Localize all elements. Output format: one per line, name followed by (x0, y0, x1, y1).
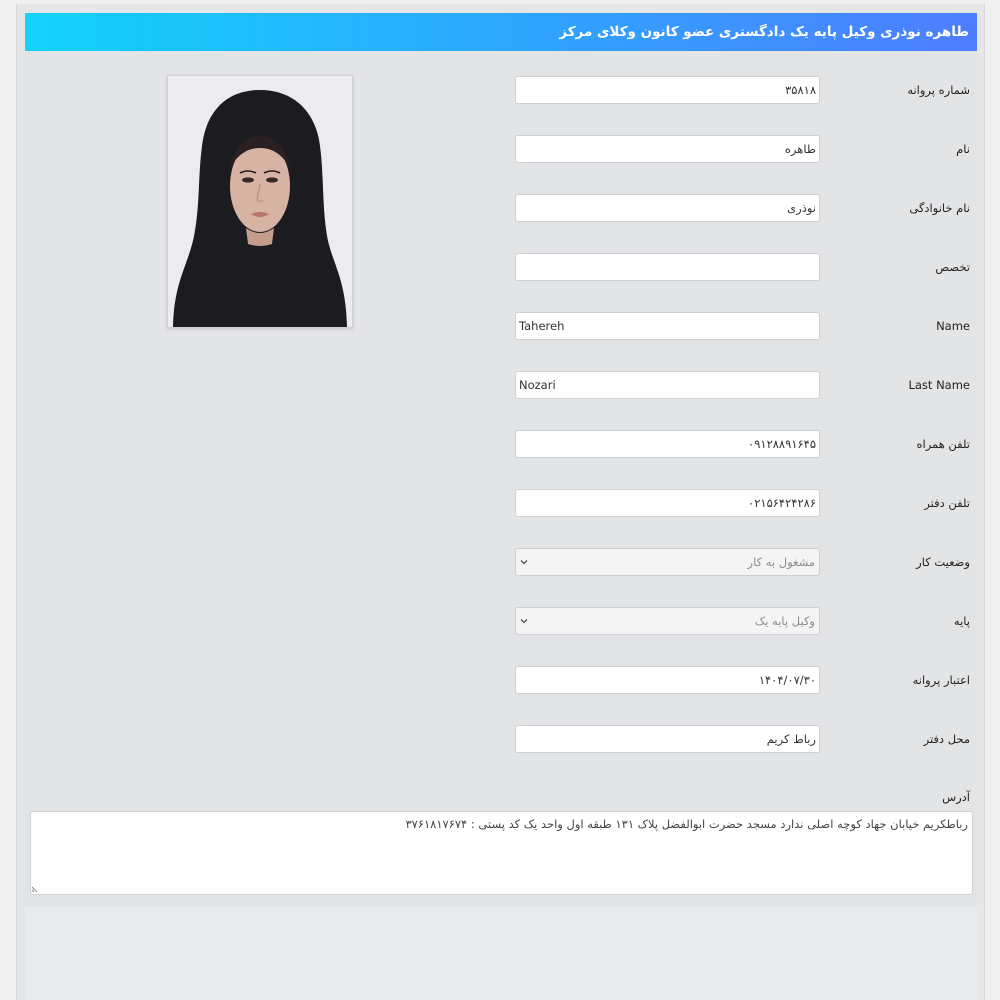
work-status-label: وضعیت کار (916, 555, 970, 569)
first-name-input[interactable]: طاهره (515, 135, 820, 163)
license-validity-label: اعتبار پروانه (912, 673, 970, 687)
first-name-label: نام (956, 142, 970, 156)
work-status-select[interactable] (515, 548, 820, 576)
office-location-input[interactable]: رباط کریم (515, 725, 820, 753)
license-validity-input[interactable]: ۱۴۰۴/۰۷/۳۰ (515, 666, 820, 694)
last-name-en-label: Last Name (908, 378, 970, 392)
grade-select[interactable] (515, 607, 820, 635)
last-name-input[interactable]: نوذری (515, 194, 820, 222)
mobile-phone-input[interactable]: ۰۹۱۲۸۸۹۱۶۴۵ (515, 430, 820, 458)
license-number-label: شماره پروانه (907, 83, 970, 97)
grade-label: پایه (953, 614, 970, 628)
specialty-label: تخصص (935, 260, 970, 274)
name-en-input[interactable]: Tahereh (515, 312, 820, 340)
office-phone-input[interactable]: ۰۲۱۵۶۴۲۴۲۸۶ (515, 489, 820, 517)
last-name-en-input[interactable]: Nozari (515, 371, 820, 399)
profile-photo-image (168, 76, 352, 327)
address-textarea[interactable]: رباطکریم خیابان جهاد کوچه اصلی ندارد مسجد حضرت ابوالفضل پلاک ۱۳۱ طبقه اول واحد یک کد پستی : ۳۷۶۱۸۱۷۶۷۴ (30, 811, 973, 895)
profile-header (25, 13, 977, 51)
office-location-label: محل دفتر (923, 732, 970, 746)
specialty-input[interactable] (515, 253, 820, 281)
last-name-label: نام خانوادگی (909, 201, 970, 215)
resize-grip-icon[interactable] (31, 883, 41, 893)
mobile-phone-label: تلفن همراه (916, 437, 970, 451)
footer-band (25, 907, 977, 1000)
page-title: طاهره نوذری وکیل پایه یک دادگستری عضو کانون وکلای مرکز (559, 24, 969, 40)
license-number-input[interactable]: ۳۵۸۱۸ (515, 76, 820, 104)
chevron-down-icon (520, 617, 528, 625)
grade-select-value: وکیل پایه یک (754, 614, 815, 628)
chevron-down-icon (520, 558, 528, 566)
name-en-label: Name (936, 319, 970, 333)
profile-photo (167, 75, 353, 328)
office-phone-label: تلفن دفتر (924, 496, 970, 510)
work-status-select-value: مشغول به کار (747, 555, 815, 569)
address-label: آدرس (942, 790, 970, 804)
